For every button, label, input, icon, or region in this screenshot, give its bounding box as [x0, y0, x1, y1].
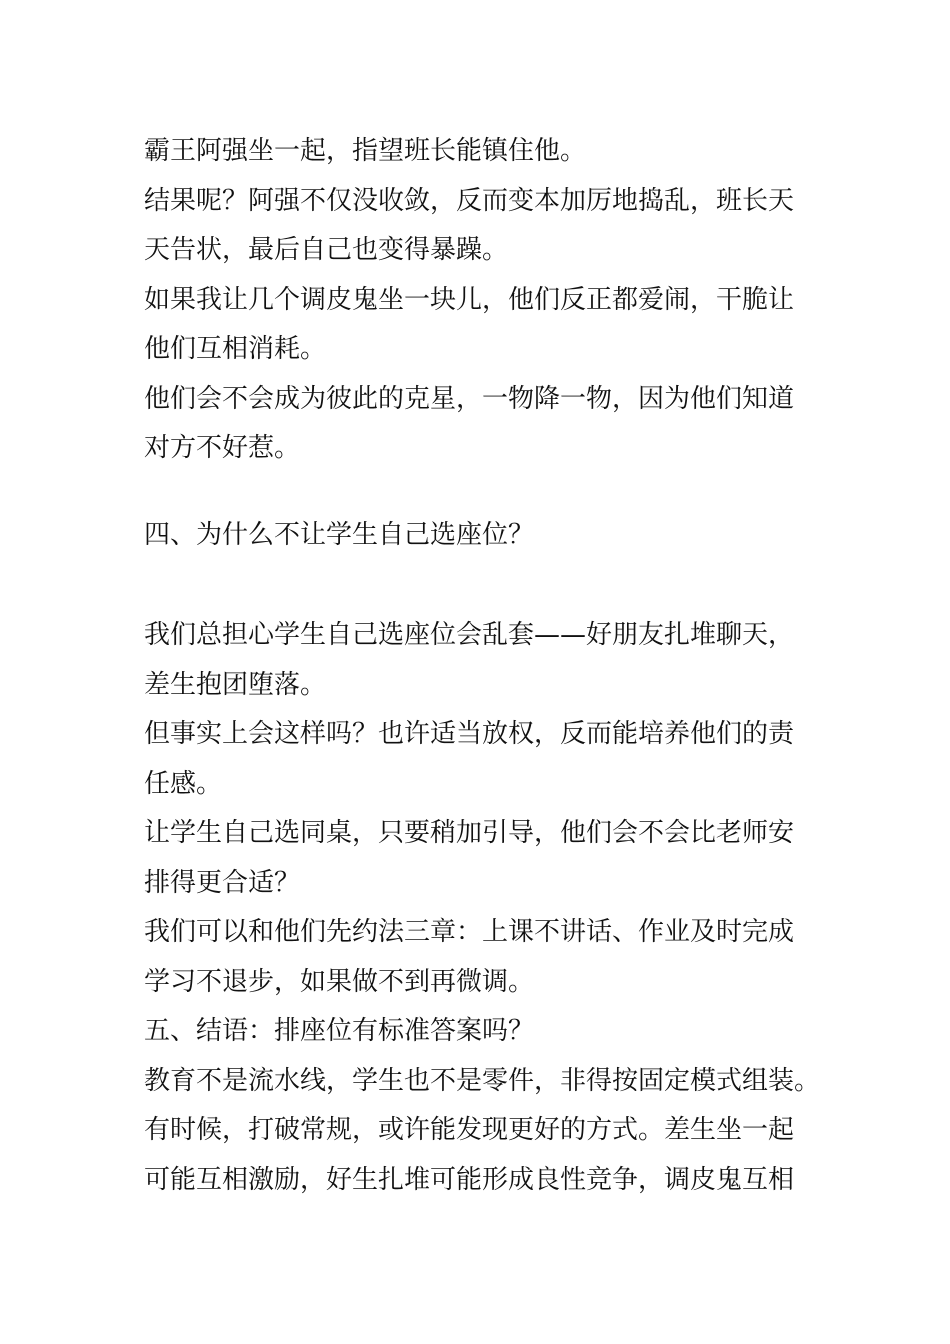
- paragraph-line: 有时候，打破常规，或许能发现更好的方式。差生坐一起: [144, 1115, 795, 1145]
- section-heading: 五、结语：排座位有标准答案吗？: [144, 1016, 535, 1046]
- paragraph-line: 但事实上会这样吗？也许适当放权，反而能培养他们的责: [144, 719, 795, 749]
- paragraph-line: 让学生自己选同桌，只要稍加引导，他们会不会比老师安: [144, 818, 795, 848]
- paragraph-line: 我们总担心学生自己选座位会乱套——好朋友扎堆聊天，: [144, 620, 795, 650]
- paragraph-line: 学习不退步，如果做不到再微调。: [144, 966, 535, 997]
- paragraph-line: 他们会不会成为彼此的克星，一物降一物，因为他们知道: [144, 383, 795, 414]
- paragraph-line: 霸王阿强坐一起，指望班长能镇住他。: [144, 136, 587, 166]
- paragraph-line: 教育不是流水线，学生也不是零件，非得按固定模式组装。: [144, 1065, 821, 1096]
- document-body: [144, 127, 821, 1205]
- paragraph-line: 天告状，最后自己也变得暴躁。: [144, 235, 509, 265]
- paragraph-line: 结果呢？阿强不仅没收敛，反而变本加厉地捣乱，班长天: [144, 185, 795, 216]
- paragraph-line: 如果我让几个调皮鬼坐一块儿，他们反正都爱闹，干脆让: [144, 284, 795, 315]
- paragraph-line: 排得更合适？: [144, 867, 301, 898]
- paragraph-line: 他们互相消耗。: [144, 334, 327, 364]
- paragraph-line: 对方不好惹。: [144, 433, 301, 463]
- paragraph-line: 我们可以和他们先约法三章：上课不讲话、作业及时完成: [144, 917, 795, 947]
- section-spacer: [144, 474, 814, 511]
- section-spacer: [144, 560, 814, 611]
- paragraph-line: 任感。: [144, 768, 223, 799]
- section-heading: 四、为什么不让学生自己选座位？: [144, 519, 535, 550]
- paragraph-line: 可能互相激励，好生扎堆可能形成良性竞争，调皮鬼互相: [144, 1164, 795, 1195]
- paragraph-line: 差生抱团堕落。: [144, 669, 327, 700]
